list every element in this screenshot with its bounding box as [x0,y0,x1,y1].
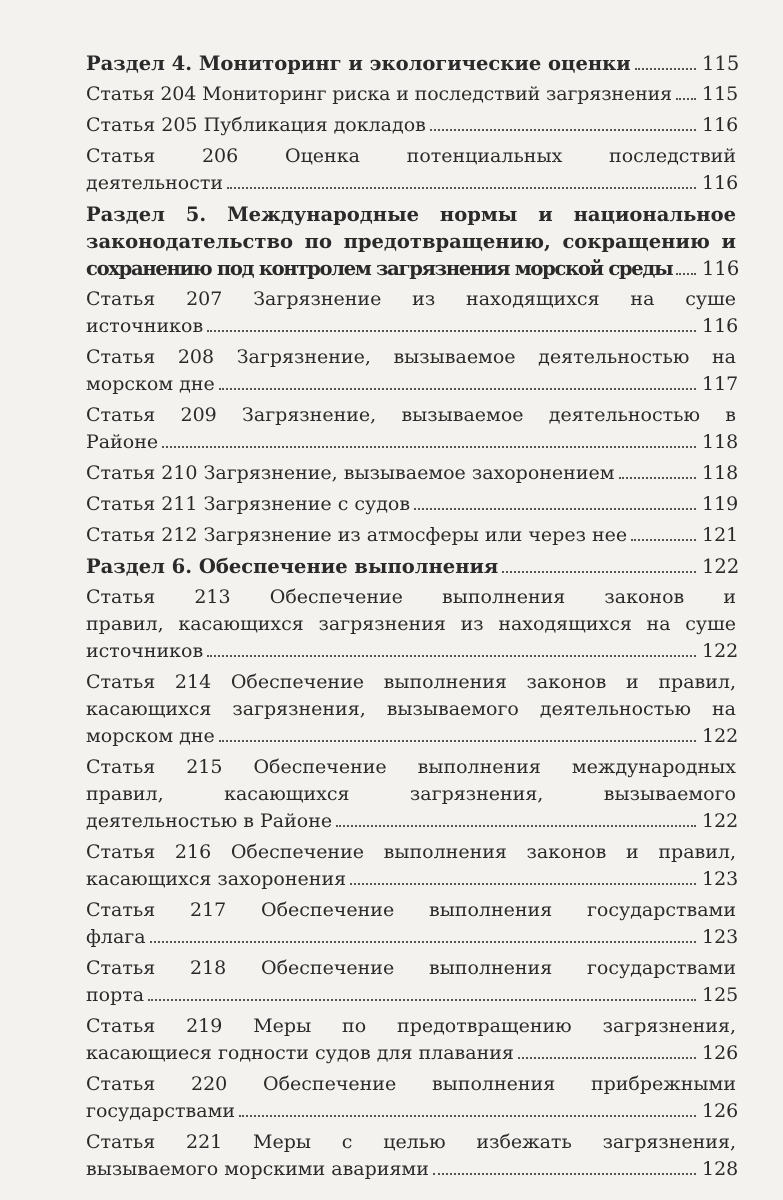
toc-article-entry [86,402,739,456]
toc-article-entry [86,286,739,340]
entry-title-line: Статья 204 Мониторинг риска и последствий загрязнения [86,83,672,105]
dot-leader [502,571,696,573]
entry-last-line [86,50,740,77]
entry-title-line: касающиеся годности судов для плавания [86,1042,514,1064]
entry-title-line: деятельностью в Районе [86,810,333,832]
entry-last-line [86,924,739,951]
entry-last-line [86,553,740,580]
page-number: 118 [702,431,739,453]
toc-article-entry [86,344,739,398]
toc-article-entry [86,112,739,139]
toc-article-entry [86,955,739,1009]
page-number: 116 [702,114,739,136]
entry-title-line: Статья 209 Загрязнение, вызываемое деятельностью в [86,404,736,426]
dot-leader [635,68,696,70]
entry-last-line [86,460,739,487]
entry-title-line: морском дне [86,725,215,747]
page-number: 123 [702,926,739,948]
entry-title-line: морском дне [86,373,215,395]
entry-title-line: сохранению под контролем загрязнения морской среды [86,257,673,280]
page-number: 119 [702,493,739,515]
entry-last-line [86,638,739,665]
dot-leader [430,129,696,131]
entry-last-line [86,1156,739,1183]
dot-leader [414,508,696,510]
entry-title-line: Статья 217 Обеспечение выполнения государствами [86,899,736,921]
toc-article-entry [86,1071,739,1125]
entry-last-line [86,982,739,1009]
toc-article-entry [86,897,739,951]
entry-title-line: Статья 220 Обеспечение выполнения прибрежными [86,1073,736,1095]
entry-last-line [86,1098,739,1125]
entry-last-line [86,255,740,282]
entry-title-line: Статья 208 Загрязнение, вызываемое деятельностью на [86,346,736,368]
dot-leader [150,941,696,943]
entry-title-line: государствами [86,1100,236,1122]
dot-leader [676,273,696,275]
page-number: 125 [702,984,739,1006]
page-number: 122 [702,555,740,578]
entry-last-line [86,522,739,549]
table-of-contents [86,50,740,1187]
entry-title-line: Раздел 4. Мониторинг и экологические оценки [86,52,631,75]
entry-title-line: источников [86,640,204,662]
entry-title-line: Статья 211 Загрязнение с судов [86,493,411,515]
entry-last-line [86,723,739,750]
entry-title-line: Раздел 5. Международные нормы и национальное [86,203,736,226]
entry-title-line: Статья 207 Загрязнение из находящихся на суше [86,288,736,310]
entry-title-line: Статья 206 Оценка потенциальных последствий [86,145,736,167]
page-number: 118 [702,462,739,484]
entry-title-line: касающихся загрязнения, вызываемого деятельностью на [86,698,736,720]
entry-last-line [86,170,739,197]
page-number: 121 [702,524,739,546]
dot-leader [207,655,696,657]
entry-title-line: законодательство по предотвращению, сокращению и [86,230,736,253]
dot-leader [227,187,696,189]
toc-section-entry [86,50,740,77]
entry-title-line: Статья 213 Обеспечение выполнения законов и [86,586,736,608]
entry-last-line [86,81,739,108]
toc-article-entry [86,669,739,750]
entry-last-line [86,491,739,518]
entry-title-line: Статья 219 Меры по предотвращению загрязнения, [86,1015,736,1037]
dot-leader [207,330,696,332]
dot-leader [350,883,696,885]
entry-title-line: деятельности [86,172,224,194]
page-number: 128 [702,1158,739,1180]
toc-article-entry [86,143,739,197]
page-number: 123 [702,868,739,890]
dot-leader [239,1115,696,1117]
entry-title-line: флага [86,926,146,948]
entry-last-line [86,371,739,398]
entry-title-line: правил, касающихся загрязнения, вызываемого [86,783,736,805]
entry-last-line [86,112,739,139]
entry-title-line: Статья 210 Загрязнение, вызываемое захоронением [86,462,615,484]
dot-leader [148,999,696,1001]
dot-leader [433,1173,696,1175]
entry-last-line [86,866,739,893]
toc-article-entry [86,839,739,893]
entry-title-line: порта [86,984,145,1006]
page-number: 115 [702,52,740,75]
toc-section-entry [86,553,740,580]
toc-article-entry [86,522,739,549]
dot-leader [619,477,696,479]
entry-last-line [86,1040,739,1067]
entry-title-line: Статья 215 Обеспечение выполнения международных [86,756,736,778]
page-number: 122 [702,810,739,832]
dot-leader [631,539,696,541]
page-number: 126 [702,1100,739,1122]
toc-article-entry [86,491,739,518]
entry-title-line: Районе [86,431,159,453]
page-number: 115 [702,83,739,105]
entry-title-line: Статья 212 Загрязнение из атмосферы или через нее [86,524,628,546]
page-number: 122 [702,640,739,662]
entry-title-line: Статья 221 Меры с целью избежать загрязнения, [86,1131,736,1153]
dot-leader [219,388,696,390]
page-number: 126 [702,1042,739,1064]
toc-section-entry [86,201,740,282]
entry-title-line: Статья 214 Обеспечение выполнения законов и правил, [86,671,736,693]
entry-title-line: вызываемого морскими авариями [86,1158,429,1180]
toc-article-entry [86,584,739,665]
entry-title-line: Статья 205 Публикация докладов [86,114,426,136]
page-number: 117 [702,373,739,395]
entry-title-line: Раздел 6. Обеспечение выполнения [86,555,499,578]
entry-last-line [86,313,739,340]
dot-leader [162,446,696,448]
entry-title-line: правил, касающихся загрязнения из находящихся на суше [86,613,736,635]
entry-title-line: источников [86,315,204,337]
toc-article-entry [86,460,739,487]
entry-title-line: Статья 218 Обеспечение выполнения государствами [86,957,736,979]
dot-leader [676,98,696,100]
page-number: 116 [702,257,740,280]
page-number: 116 [702,315,739,337]
toc-article-entry [86,1129,739,1183]
dot-leader [336,825,696,827]
page-number: 116 [702,172,739,194]
entry-title-line: Статья 216 Обеспечение выполнения законов и правил, [86,841,736,863]
toc-article-entry [86,81,739,108]
entry-last-line [86,808,739,835]
dot-leader [219,740,696,742]
dot-leader [518,1057,696,1059]
entry-last-line [86,429,739,456]
toc-article-entry [86,754,739,835]
toc-article-entry [86,1013,739,1067]
entry-title-line: касающихся захоронения [86,868,347,890]
page-number: 122 [702,725,739,747]
